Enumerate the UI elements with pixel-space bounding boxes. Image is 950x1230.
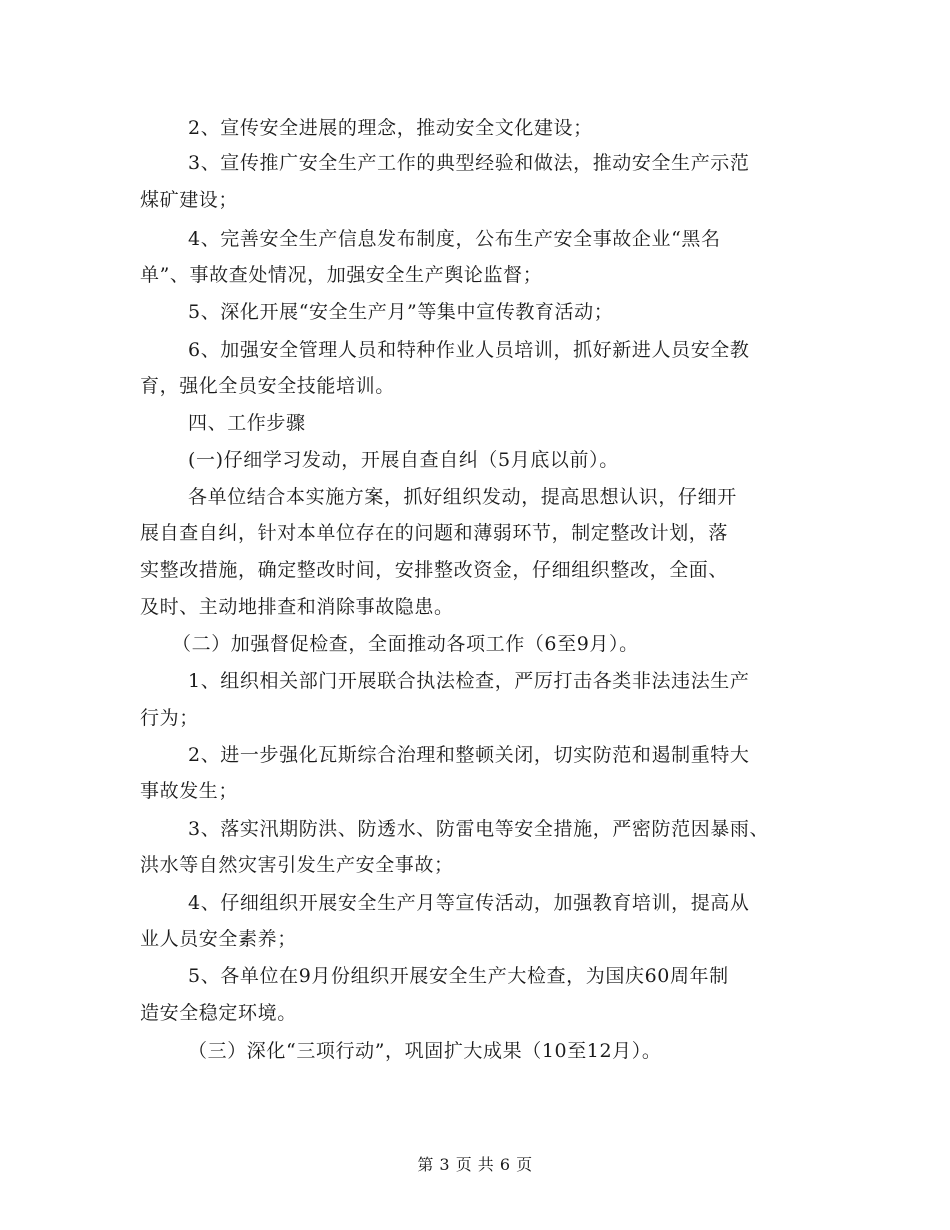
text-line: 造安全稳定环境。	[140, 1002, 297, 1024]
text-line: 2、进一步强化瓦斯综合治理和整顿关闭，切实防范和遏制重特大	[188, 744, 750, 766]
section-heading: 四、工作步骤	[188, 412, 306, 434]
text-line: 及时、主动地排查和消除事故隐患。	[140, 596, 454, 618]
text-line: 1、组织相关部门开展联合执法检查，严厉打击各类非法违法生产	[188, 670, 750, 692]
text-line: 煤矿建设；	[140, 189, 239, 211]
text-line: 实整改措施，确定整改时间，安排整改资金，仔细组织整改，全面、	[140, 559, 729, 581]
text-line: 行为；	[140, 707, 199, 729]
text-line: 事故发生；	[140, 780, 239, 802]
page-number-footer: 第 3 页 共 6 页	[417, 1155, 533, 1174]
text-line: 5、各单位在9月份组织开展安全生产大检查，为国庆60周年制	[188, 965, 729, 987]
text-line: 业人员安全素养；	[140, 928, 297, 950]
text-line: 单”、事故查处情况，加强安全生产舆论监督；	[140, 264, 543, 286]
subsection-heading: （二）加强督促检查，全面推动各项工作（6至9月）。	[172, 633, 639, 655]
text-line: 各单位结合本实施方案，抓好组织发动，提高思想认识，仔细开	[188, 486, 737, 508]
text-line: 展自查自纠，针对本单位存在的问题和薄弱环节，制定整改计划，落	[140, 522, 729, 544]
text-line: 3、落实汛期防洪、防透水、防雷电等安全措施，严密防范因暴雨、	[188, 818, 770, 840]
text-line: 育，强化全员安全技能培训。	[140, 375, 395, 397]
subsection-heading: (一)仔细学习发动，开展自查自纠（5月底以前）。	[188, 449, 619, 471]
subsection-heading: （三）深化“三项行动”，巩固扩大成果（10至12月）。	[188, 1040, 662, 1062]
text-line: 4、仔细组织开展安全生产月等宣传活动，加强教育培训，提高从	[188, 892, 750, 914]
text-line: 2、宣传安全进展的理念，推动安全文化建设；	[188, 117, 593, 139]
text-line: 5、深化开展“安全生产月”等集中宣传教育活动；	[188, 301, 614, 323]
text-line: 洪水等自然灾害引发生产安全事故；	[140, 854, 454, 876]
text-line: 4、完善安全生产信息发布制度，公布生产安全事故企业“黑名	[188, 228, 721, 250]
text-line: 6、加强安全管理人员和特种作业人员培训，抓好新进人员安全教	[188, 339, 750, 361]
text-line: 3、宣传推广安全生产工作的典型经验和做法，推动安全生产示范	[188, 152, 750, 174]
